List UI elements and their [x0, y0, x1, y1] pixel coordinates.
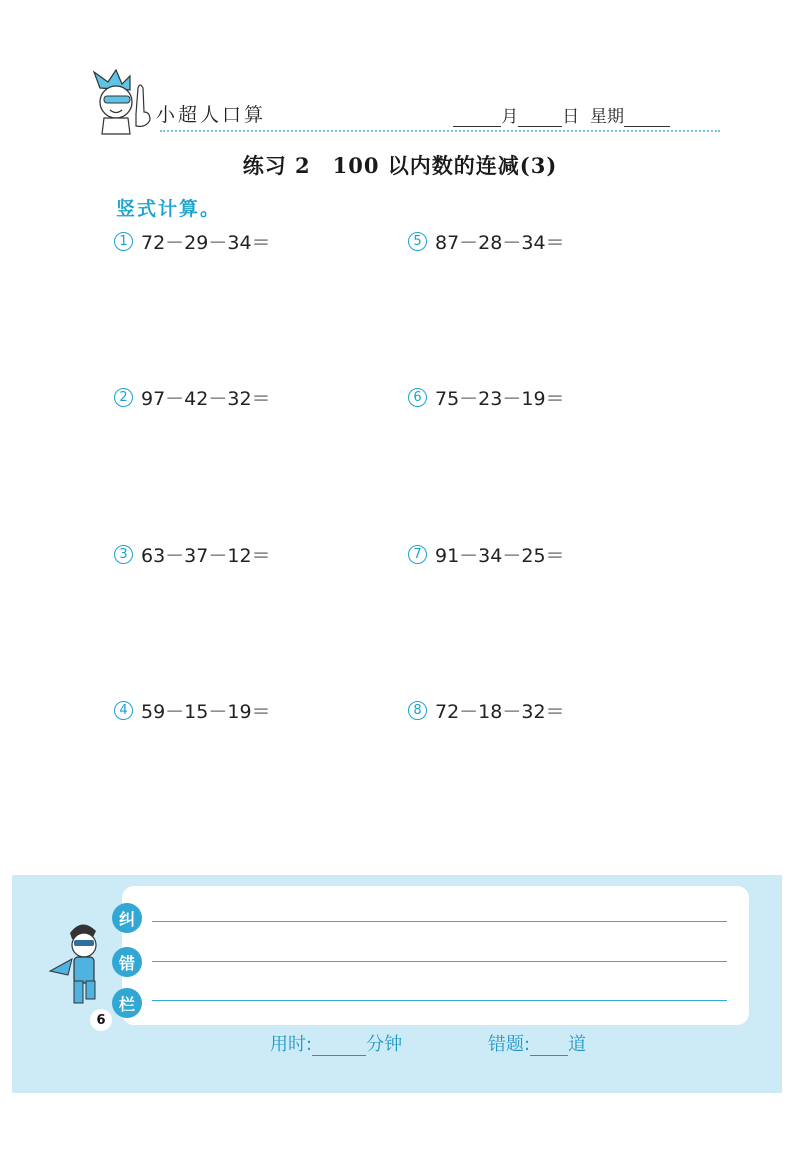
weekday-label: 星期 — [590, 107, 624, 127]
badge-lan: 栏 — [112, 988, 142, 1018]
correction-line-3[interactable] — [152, 1000, 727, 1001]
problem-number: 3 — [114, 545, 133, 564]
date-line — [453, 102, 670, 127]
problem-number: 5 — [408, 232, 427, 251]
correction-panel — [12, 875, 782, 1093]
problem-4 — [114, 697, 271, 724]
problem-number: 8 — [408, 701, 427, 720]
exercise-title: 练习 2 100 以内数的连减(3) — [242, 153, 558, 178]
problem-number: 6 — [408, 388, 427, 407]
problem-1 — [114, 228, 271, 255]
problem-number: 1 — [114, 232, 133, 251]
problem-expression: 87－28－34＝ — [435, 232, 565, 254]
month-label: 月 — [501, 107, 519, 127]
time-blank[interactable] — [312, 1039, 366, 1056]
day-blank[interactable] — [518, 110, 562, 127]
problem-number: 4 — [114, 701, 133, 720]
problem-number: 2 — [114, 388, 133, 407]
problem-expression: 75－23－19＝ — [435, 388, 565, 410]
badge-cuo: 错 — [112, 947, 142, 977]
month-blank[interactable] — [453, 110, 501, 127]
problem-6 — [408, 384, 565, 411]
superhero-mascot-illustration — [42, 915, 122, 1015]
errors-label: 错题: — [488, 1034, 531, 1055]
problem-3 — [114, 541, 271, 568]
correction-line-2[interactable] — [152, 961, 727, 962]
problem-expression: 72－18－32＝ — [435, 701, 565, 723]
time-used — [270, 1030, 402, 1056]
problem-2 — [114, 384, 271, 411]
problem-7 — [408, 541, 565, 568]
problem-expression: 91－34－25＝ — [435, 545, 565, 567]
time-unit: 分钟 — [366, 1034, 403, 1055]
mascot-illustration — [80, 68, 160, 138]
wrong-count — [488, 1030, 586, 1056]
errors-blank[interactable] — [530, 1039, 568, 1056]
correction-box — [122, 886, 749, 1025]
weekday-blank[interactable] — [624, 110, 670, 127]
header-divider — [160, 130, 720, 132]
problem-number: 7 — [408, 545, 427, 564]
badge-jiu: 纠 — [112, 903, 142, 933]
problem-expression: 59－15－19＝ — [141, 701, 271, 723]
errors-unit: 道 — [568, 1034, 587, 1055]
problem-expression: 97－42－32＝ — [141, 388, 271, 410]
instruction: 竖式计算。 — [116, 198, 222, 220]
problem-expression: 72－29－34＝ — [141, 232, 271, 254]
problem-5 — [408, 228, 565, 255]
problem-expression: 63－37－12＝ — [141, 545, 271, 567]
time-label: 用时: — [270, 1034, 313, 1055]
day-label: 日 — [562, 107, 580, 127]
page-header — [70, 60, 720, 140]
correction-line-1[interactable] — [152, 921, 727, 922]
problem-8 — [408, 697, 565, 724]
book-title: 小超人口算 — [156, 104, 267, 126]
page-number: 6 — [90, 1009, 112, 1031]
